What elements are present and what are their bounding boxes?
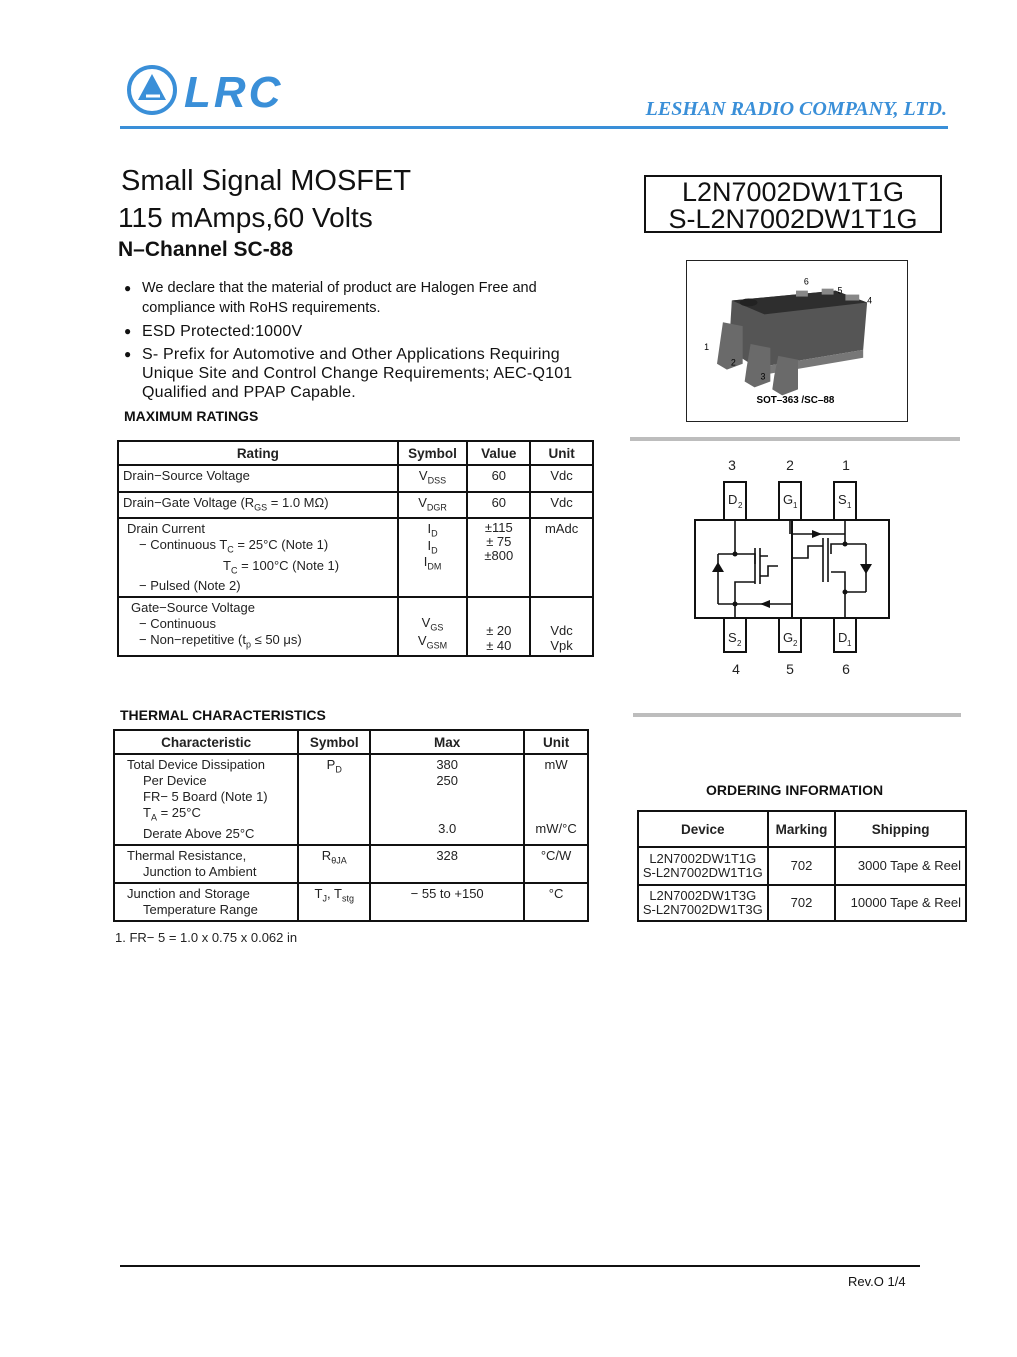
pinout-schematic bbox=[690, 452, 894, 684]
pin-label: G bbox=[783, 630, 794, 645]
column-header: Max bbox=[370, 730, 524, 754]
pin-sub: 1 bbox=[847, 501, 852, 510]
max-cell: 328 bbox=[370, 845, 524, 883]
marking-cell: 702 bbox=[768, 847, 836, 885]
pin-sub: 1 bbox=[793, 501, 798, 510]
pin-sub: 2 bbox=[793, 639, 798, 648]
rating-cell: Gate−Source Voltage − Continuous − Non−repetitive ($t_p \le 50$ μs) bbox=[118, 597, 398, 656]
pin-number: 4 bbox=[732, 661, 740, 677]
shipping-cell: 10000 Tape & Reel bbox=[835, 885, 966, 921]
pin-label: D bbox=[728, 492, 738, 507]
bullet-icon: ● bbox=[124, 281, 132, 295]
part-number: L2N7002DW1T1G bbox=[681, 177, 905, 207]
table-row bbox=[118, 597, 593, 656]
revision-label: Rev.O 1/4 bbox=[848, 1274, 906, 1289]
section-divider bbox=[633, 713, 961, 717]
feature-item: ● We declare that the material of product are Halogen Free and compliance with RoHS requirements. bbox=[124, 280, 537, 316]
pin-number: 6 bbox=[842, 661, 850, 677]
characteristic-cell: Junction and Storage Temperature Range bbox=[114, 883, 298, 921]
unit-cell: Vdc bbox=[530, 465, 593, 492]
feature-item: ● ESD Protected:1000V bbox=[124, 323, 303, 340]
product-title: Small Signal MOSFET bbox=[121, 165, 412, 197]
unit-cell: °C/W bbox=[524, 845, 588, 883]
value-cell: 60 bbox=[467, 465, 530, 492]
footer-divider bbox=[120, 1265, 920, 1267]
table-header-row bbox=[118, 441, 593, 465]
column-header: Symbol bbox=[398, 441, 468, 465]
symbol-cell: $V_{DGR}$ bbox=[398, 492, 468, 519]
table-row bbox=[118, 492, 593, 519]
feature-item: ● S- Prefix for Automotive and Other Applications Requiring Unique Site and Control Change Requirements; AEC-Q101 Qualified and PPAP Capable. bbox=[124, 346, 573, 401]
pin-sub: 2 bbox=[737, 639, 742, 648]
section-divider bbox=[630, 437, 960, 441]
symbol-cell: $V_{GS}$ $V_{GSM}$ bbox=[398, 597, 468, 656]
max-ratings-title: MAXIMUM RATINGS bbox=[124, 408, 259, 424]
shipping-cell: 3000 Tape & Reel bbox=[835, 847, 966, 885]
ordering-table bbox=[637, 810, 967, 922]
pin-label: 1 bbox=[704, 341, 710, 352]
pin-label: D bbox=[838, 630, 848, 645]
pin-number: 3 bbox=[728, 457, 736, 473]
device-cell: L2N7002DW1T3G S-L2N7002DW1T3G bbox=[638, 885, 768, 921]
pin-number: 2 bbox=[786, 457, 794, 473]
thermal-title: THERMAL CHARACTERISTICS bbox=[120, 707, 326, 723]
pin-label: G bbox=[783, 492, 794, 507]
pin-sub: 1 bbox=[847, 639, 852, 648]
bullet-icon: ● bbox=[124, 347, 132, 361]
package-image bbox=[686, 260, 908, 422]
rating-cell: Drain−Source Voltage bbox=[118, 465, 398, 492]
unit-cell: °C bbox=[524, 883, 588, 921]
rating-cell: Drain Current − Continuous $T_C = 25^\circ C$ (Note 1) $T_C = 100^\circ C$ (Note 1) − Pulsed (Note 2) bbox=[118, 518, 398, 597]
max-ratings-table bbox=[117, 440, 594, 657]
bullet-icon: ● bbox=[124, 324, 132, 338]
table-row bbox=[114, 845, 588, 883]
ordering-title: ORDERING INFORMATION bbox=[706, 782, 884, 798]
symbol-cell: $V_{DSS}$ bbox=[398, 465, 468, 492]
table-row bbox=[114, 883, 588, 921]
column-header: Characteristic bbox=[114, 730, 298, 754]
pin-number: 5 bbox=[786, 661, 794, 677]
characteristic-cell: Total Device Dissipation Per Device FR− 5 Board (Note 1) $T_A = 25^\circ C$ Derate Above 25°C bbox=[114, 754, 298, 845]
rating-cell: Drain−Gate Voltage ($R_{GS} = 1.0$ MΩ) bbox=[118, 492, 398, 519]
characteristic-cell: Thermal Resistance, Junction to Ambient bbox=[114, 845, 298, 883]
feature-list bbox=[122, 278, 592, 406]
unit-cell: Vdc Vpk bbox=[530, 597, 593, 656]
pin-label: 3 bbox=[760, 371, 766, 382]
column-header: Unit bbox=[530, 441, 593, 465]
pin-label: 6 bbox=[803, 276, 809, 287]
pin-label: 5 bbox=[837, 285, 843, 296]
column-header: Shipping bbox=[835, 811, 966, 847]
table-row bbox=[114, 754, 588, 845]
value-cell: 60 bbox=[467, 492, 530, 519]
product-rating: 115 mAmps,60 Volts bbox=[118, 202, 373, 233]
table-row bbox=[638, 847, 966, 885]
table-row bbox=[118, 518, 593, 597]
pin-label: 2 bbox=[730, 357, 736, 368]
unit-cell: mW mW/°C bbox=[524, 754, 588, 845]
pin-label: S bbox=[728, 630, 737, 645]
value-cell: ±115 ± 75 ±800 bbox=[467, 518, 530, 597]
product-channel: N–Channel SC-88 bbox=[118, 238, 294, 261]
thermal-table bbox=[113, 729, 589, 922]
value-cell: ± 20 ± 40 bbox=[467, 597, 530, 656]
symbol-cell: $R_{\theta JA}$ bbox=[298, 845, 370, 883]
company-name: LESHAN RADIO COMPANY, LTD. bbox=[645, 98, 947, 120]
max-cell: − 55 to +150 bbox=[370, 883, 524, 921]
table-row bbox=[118, 465, 593, 492]
column-header: Symbol bbox=[298, 730, 370, 754]
pin-number: 1 bbox=[842, 457, 850, 473]
part-number-s: S-L2N7002DW1T1G bbox=[668, 204, 918, 234]
column-header: Unit bbox=[524, 730, 588, 754]
pin-label: 4 bbox=[867, 295, 873, 306]
table-header-row bbox=[638, 811, 966, 847]
part-number-box bbox=[644, 175, 942, 233]
logo-text: LRC bbox=[184, 68, 284, 117]
symbol-cell: $T_J$, $T_{stg}$ bbox=[298, 883, 370, 921]
column-header: Rating bbox=[118, 441, 398, 465]
symbol-cell: $P_D$ bbox=[298, 754, 370, 845]
column-header: Marking bbox=[768, 811, 836, 847]
column-header: Device bbox=[638, 811, 768, 847]
symbol-cell: $I_D$ $I_D$ $I_{DM}$ bbox=[398, 518, 468, 597]
pin-sub: 2 bbox=[738, 501, 743, 510]
marking-cell: 702 bbox=[768, 885, 836, 921]
lrc-logo bbox=[126, 62, 301, 118]
table-header-row bbox=[114, 730, 588, 754]
pin-label: S bbox=[838, 492, 847, 507]
max-cell: 380 250 3.0 bbox=[370, 754, 524, 845]
unit-cell: Vdc bbox=[530, 492, 593, 519]
table-row bbox=[638, 885, 966, 921]
footnote: 1. FR− 5 = 1.0 x 0.75 x 0.062 in bbox=[115, 930, 298, 945]
package-caption: SOT–363 /SC–88 bbox=[756, 395, 835, 407]
unit-cell: mAdc bbox=[530, 518, 593, 597]
device-cell: L2N7002DW1T1G S-L2N7002DW1T1G bbox=[638, 847, 768, 885]
column-header: Value bbox=[467, 441, 530, 465]
header-divider bbox=[120, 126, 948, 129]
